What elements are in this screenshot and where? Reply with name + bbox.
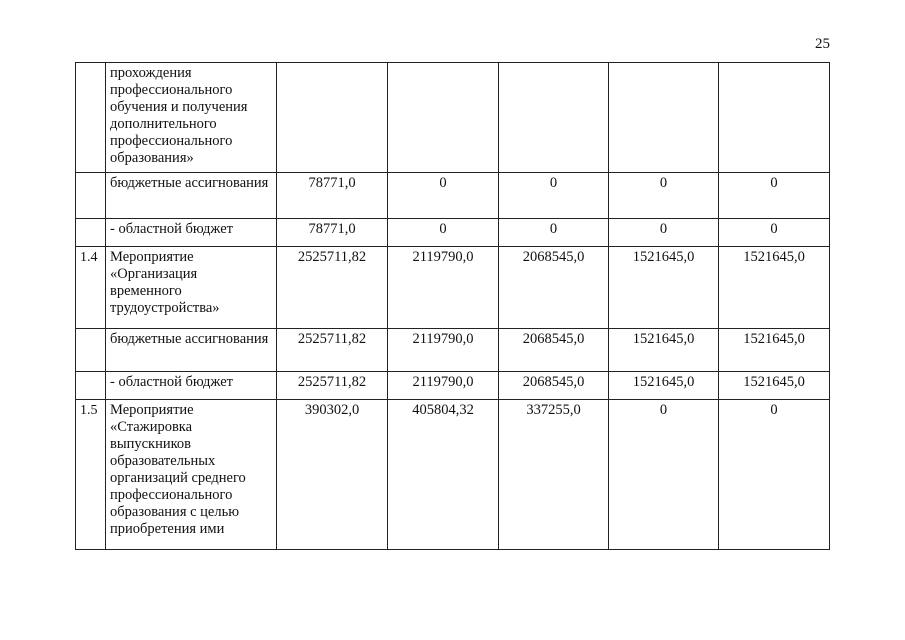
- value-cell: 78771,0: [277, 173, 388, 219]
- row-name: бюджетные ассигнования: [106, 329, 277, 372]
- value-cell: 390302,0: [277, 400, 388, 550]
- value-cell: 2119790,0: [388, 372, 499, 400]
- value-cell: 1521645,0: [719, 329, 830, 372]
- value-cell: 0: [499, 173, 609, 219]
- row-index: 1.4: [76, 247, 106, 329]
- row-name: Мероприятие «Стажировка выпускников образовательных организаций среднего профессионального образования с целью приобретения ими: [106, 400, 277, 550]
- value-cell: [499, 63, 609, 173]
- row-name: Мероприятие «Организация временного трудоустройства»: [106, 247, 277, 329]
- row-index: [76, 63, 106, 173]
- value-cell: [277, 63, 388, 173]
- value-cell: 2068545,0: [499, 372, 609, 400]
- row-index: 1.5: [76, 400, 106, 550]
- value-cell: [388, 63, 499, 173]
- value-cell: 2525711,82: [277, 247, 388, 329]
- value-cell: 2525711,82: [277, 372, 388, 400]
- value-cell: 0: [719, 173, 830, 219]
- value-cell: 0: [609, 400, 719, 550]
- row-index: [76, 173, 106, 219]
- value-cell: 2119790,0: [388, 247, 499, 329]
- table-row: [76, 173, 830, 219]
- value-cell: 0: [609, 173, 719, 219]
- value-cell: 0: [499, 219, 609, 247]
- value-cell: 0: [719, 400, 830, 550]
- value-cell: 2068545,0: [499, 329, 609, 372]
- table-row: [76, 400, 830, 550]
- value-cell: 1521645,0: [609, 372, 719, 400]
- value-cell: [609, 63, 719, 173]
- table-row: [76, 329, 830, 372]
- value-cell: 2525711,82: [277, 329, 388, 372]
- value-cell: 2068545,0: [499, 247, 609, 329]
- value-cell: 2119790,0: [388, 329, 499, 372]
- value-cell: 337255,0: [499, 400, 609, 550]
- value-cell: 0: [609, 219, 719, 247]
- table-row: [76, 247, 830, 329]
- row-index: [76, 372, 106, 400]
- value-cell: [719, 63, 830, 173]
- table-row: [76, 372, 830, 400]
- row-index: [76, 219, 106, 247]
- value-cell: 1521645,0: [719, 372, 830, 400]
- page-number: 25: [815, 36, 830, 52]
- table-row: [76, 63, 830, 173]
- budget-table: [75, 62, 830, 550]
- row-index: [76, 329, 106, 372]
- table-row: [76, 219, 830, 247]
- value-cell: 78771,0: [277, 219, 388, 247]
- value-cell: 0: [388, 173, 499, 219]
- value-cell: 0: [388, 219, 499, 247]
- row-name: - областной бюджет: [106, 372, 277, 400]
- row-name: бюджетные ассигнования: [106, 173, 277, 219]
- row-name: - областной бюджет: [106, 219, 277, 247]
- value-cell: 1521645,0: [719, 247, 830, 329]
- value-cell: 0: [719, 219, 830, 247]
- value-cell: 1521645,0: [609, 247, 719, 329]
- value-cell: 1521645,0: [609, 329, 719, 372]
- value-cell: 405804,32: [388, 400, 499, 550]
- row-name: прохождения профессионального обучения и получения дополнительного профессионального образования»: [106, 63, 277, 173]
